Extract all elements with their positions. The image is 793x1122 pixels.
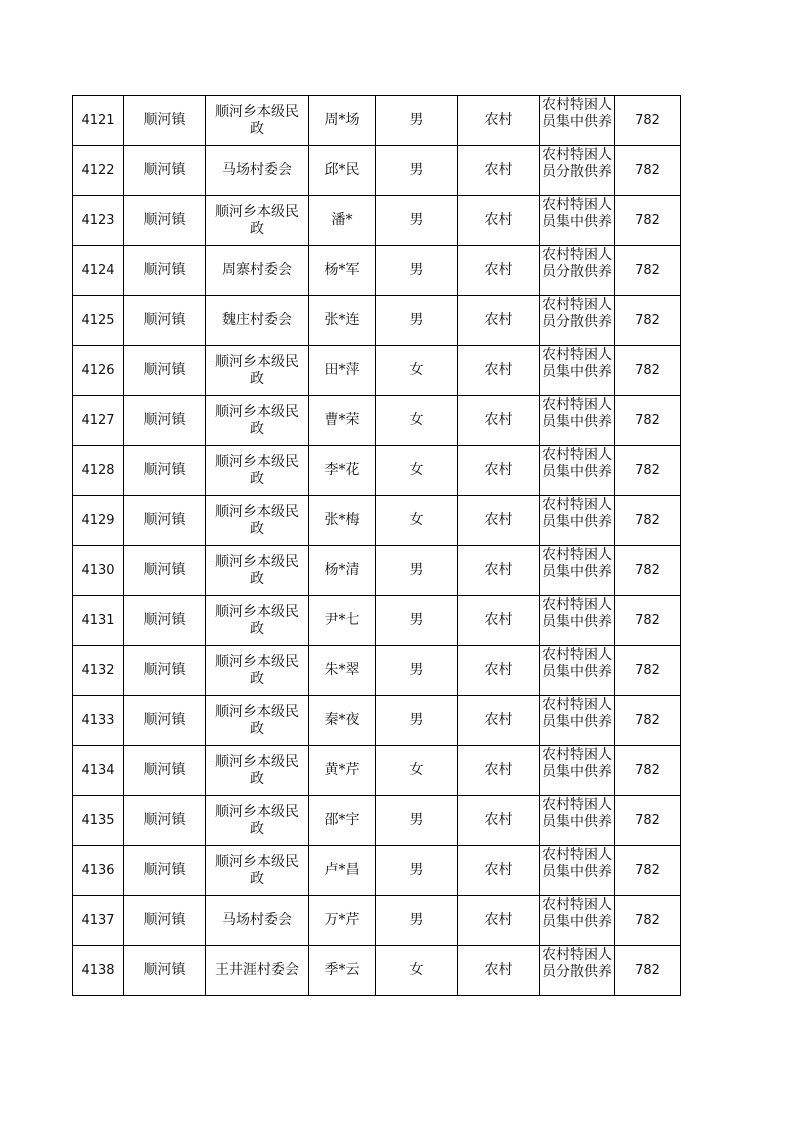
town-cell: 顺河镇	[124, 196, 206, 246]
unit-cell	[206, 96, 309, 146]
town-cell: 顺河镇	[124, 146, 206, 196]
table-row	[73, 746, 681, 796]
name-cell: 周*场	[309, 96, 376, 146]
record-id-cell: 4138	[73, 946, 124, 996]
name-cell: 邵*宇	[309, 796, 376, 846]
town-cell: 顺河镇	[124, 346, 206, 396]
unit-text: 顺河乡本级民政	[215, 353, 299, 387]
unit-text: 顺河乡本级民政	[215, 803, 299, 837]
name-cell: 卢*昌	[309, 846, 376, 896]
amount-cell: 782	[615, 646, 681, 696]
unit-cell	[206, 796, 309, 846]
support-type-cell	[540, 846, 615, 896]
gender-cell: 男	[376, 896, 458, 946]
area-cell: 农村	[458, 696, 540, 746]
unit-cell	[206, 396, 309, 446]
support-type-text: 农村特困人员分散供养	[542, 297, 612, 330]
support-type-cell	[540, 496, 615, 546]
gender-cell: 男	[376, 846, 458, 896]
amount-cell: 782	[615, 446, 681, 496]
table-row	[73, 696, 681, 746]
amount-cell: 782	[615, 396, 681, 446]
support-type-cell	[540, 896, 615, 946]
gender-cell: 男	[376, 596, 458, 646]
record-id-cell: 4129	[73, 496, 124, 546]
support-type-cell	[540, 246, 615, 296]
unit-text: 顺河乡本级民政	[215, 753, 299, 787]
record-id-cell: 4126	[73, 346, 124, 396]
name-cell: 曹*荣	[309, 396, 376, 446]
area-cell: 农村	[458, 96, 540, 146]
support-type-cell	[540, 746, 615, 796]
amount-cell: 782	[615, 896, 681, 946]
town-cell: 顺河镇	[124, 446, 206, 496]
area-cell: 农村	[458, 496, 540, 546]
support-type-cell	[540, 546, 615, 596]
area-cell: 农村	[458, 846, 540, 896]
name-cell: 万*芹	[309, 896, 376, 946]
support-type-cell	[540, 396, 615, 446]
unit-cell	[206, 896, 309, 946]
table-body	[73, 96, 681, 996]
area-cell: 农村	[458, 146, 540, 196]
table-row	[73, 196, 681, 246]
gender-cell: 女	[376, 746, 458, 796]
record-id-cell: 4131	[73, 596, 124, 646]
gender-cell: 女	[376, 346, 458, 396]
support-type-text: 农村特困人员集中供养	[542, 647, 612, 680]
support-type-text: 农村特困人员集中供养	[542, 397, 612, 430]
amount-cell: 782	[615, 696, 681, 746]
unit-text: 顺河乡本级民政	[215, 603, 299, 637]
table-row	[73, 846, 681, 896]
gender-cell: 女	[376, 446, 458, 496]
support-type-text: 农村特困人员分散供养	[542, 947, 612, 980]
gender-cell: 男	[376, 646, 458, 696]
area-cell: 农村	[458, 796, 540, 846]
name-cell: 田*萍	[309, 346, 376, 396]
town-cell: 顺河镇	[124, 896, 206, 946]
table-row	[73, 896, 681, 946]
support-type-cell	[540, 596, 615, 646]
data-table-container	[72, 95, 681, 996]
unit-text: 王井涯村委会	[215, 962, 299, 978]
table-row	[73, 146, 681, 196]
name-cell: 季*云	[309, 946, 376, 996]
unit-cell	[206, 746, 309, 796]
unit-cell	[206, 346, 309, 396]
support-type-cell	[540, 796, 615, 846]
unit-cell	[206, 596, 309, 646]
town-cell: 顺河镇	[124, 946, 206, 996]
support-type-text: 农村特困人员集中供养	[542, 797, 612, 830]
support-type-cell	[540, 196, 615, 246]
unit-text: 顺河乡本级民政	[215, 453, 299, 487]
record-id-cell: 4125	[73, 296, 124, 346]
amount-cell: 782	[615, 146, 681, 196]
unit-cell	[206, 146, 309, 196]
town-cell: 顺河镇	[124, 696, 206, 746]
support-type-text: 农村特困人员集中供养	[542, 497, 612, 530]
name-cell: 潘*	[309, 196, 376, 246]
name-cell: 张*连	[309, 296, 376, 346]
support-type-cell	[540, 96, 615, 146]
table-row	[73, 946, 681, 996]
gender-cell: 女	[376, 496, 458, 546]
table-row	[73, 796, 681, 846]
table-row	[73, 296, 681, 346]
town-cell: 顺河镇	[124, 746, 206, 796]
unit-text: 顺河乡本级民政	[215, 203, 299, 237]
unit-text: 顺河乡本级民政	[215, 703, 299, 737]
support-type-text: 农村特困人员集中供养	[542, 747, 612, 780]
support-type-text: 农村特困人员集中供养	[542, 347, 612, 380]
table-row	[73, 646, 681, 696]
relief-recipients-table	[72, 95, 681, 996]
support-type-text: 农村特困人员集中供养	[542, 447, 612, 480]
town-cell: 顺河镇	[124, 396, 206, 446]
name-cell: 邱*民	[309, 146, 376, 196]
area-cell: 农村	[458, 546, 540, 596]
gender-cell: 女	[376, 396, 458, 446]
amount-cell: 782	[615, 96, 681, 146]
support-type-text: 农村特困人员集中供养	[542, 197, 612, 230]
name-cell: 杨*军	[309, 246, 376, 296]
unit-text: 顺河乡本级民政	[215, 403, 299, 437]
area-cell: 农村	[458, 896, 540, 946]
town-cell: 顺河镇	[124, 496, 206, 546]
support-type-text: 农村特困人员集中供养	[542, 847, 612, 880]
area-cell: 农村	[458, 296, 540, 346]
unit-text: 顺河乡本级民政	[215, 853, 299, 887]
unit-cell	[206, 246, 309, 296]
record-id-cell: 4132	[73, 646, 124, 696]
table-row	[73, 546, 681, 596]
gender-cell: 男	[376, 246, 458, 296]
record-id-cell: 4133	[73, 696, 124, 746]
area-cell: 农村	[458, 646, 540, 696]
unit-text: 马场村委会	[222, 912, 292, 928]
amount-cell: 782	[615, 546, 681, 596]
support-type-text: 农村特困人员分散供养	[542, 147, 612, 180]
town-cell: 顺河镇	[124, 546, 206, 596]
town-cell: 顺河镇	[124, 646, 206, 696]
unit-cell	[206, 646, 309, 696]
unit-cell	[206, 446, 309, 496]
support-type-cell	[540, 296, 615, 346]
record-id-cell: 4135	[73, 796, 124, 846]
unit-text: 顺河乡本级民政	[215, 503, 299, 537]
amount-cell: 782	[615, 846, 681, 896]
unit-text: 顺河乡本级民政	[215, 653, 299, 687]
gender-cell: 男	[376, 146, 458, 196]
table-row	[73, 346, 681, 396]
unit-cell	[206, 496, 309, 546]
area-cell: 农村	[458, 396, 540, 446]
unit-cell	[206, 946, 309, 996]
unit-cell	[206, 846, 309, 896]
record-id-cell: 4122	[73, 146, 124, 196]
table-row	[73, 246, 681, 296]
name-cell: 杨*清	[309, 546, 376, 596]
gender-cell: 男	[376, 296, 458, 346]
support-type-cell	[540, 696, 615, 746]
record-id-cell: 4130	[73, 546, 124, 596]
record-id-cell: 4136	[73, 846, 124, 896]
unit-text: 马场村委会	[222, 162, 292, 178]
support-type-text: 农村特困人员集中供养	[542, 897, 612, 930]
record-id-cell: 4128	[73, 446, 124, 496]
support-type-text: 农村特困人员集中供养	[542, 697, 612, 730]
unit-text: 周寨村委会	[222, 262, 292, 278]
record-id-cell: 4124	[73, 246, 124, 296]
support-type-cell	[540, 446, 615, 496]
record-id-cell: 4134	[73, 746, 124, 796]
amount-cell: 782	[615, 596, 681, 646]
unit-text: 魏庄村委会	[222, 312, 292, 328]
area-cell: 农村	[458, 246, 540, 296]
unit-text: 顺河乡本级民政	[215, 103, 299, 137]
support-type-cell	[540, 146, 615, 196]
support-type-text: 农村特困人员集中供养	[542, 597, 612, 630]
name-cell: 尹*七	[309, 596, 376, 646]
record-id-cell: 4123	[73, 196, 124, 246]
support-type-text: 农村特困人员分散供养	[542, 247, 612, 280]
amount-cell: 782	[615, 296, 681, 346]
amount-cell: 782	[615, 796, 681, 846]
support-type-cell	[540, 946, 615, 996]
support-type-text: 农村特困人员集中供养	[542, 547, 612, 580]
name-cell: 黄*芹	[309, 746, 376, 796]
amount-cell: 782	[615, 346, 681, 396]
record-id-cell: 4137	[73, 896, 124, 946]
town-cell: 顺河镇	[124, 596, 206, 646]
unit-cell	[206, 546, 309, 596]
unit-cell	[206, 196, 309, 246]
area-cell: 农村	[458, 346, 540, 396]
name-cell: 朱*翠	[309, 646, 376, 696]
gender-cell: 女	[376, 946, 458, 996]
support-type-text: 农村特困人员集中供养	[542, 97, 612, 130]
unit-text: 顺河乡本级民政	[215, 553, 299, 587]
table-row	[73, 396, 681, 446]
area-cell: 农村	[458, 196, 540, 246]
table-row	[73, 446, 681, 496]
area-cell: 农村	[458, 946, 540, 996]
amount-cell: 782	[615, 196, 681, 246]
table-row	[73, 496, 681, 546]
gender-cell: 男	[376, 546, 458, 596]
amount-cell: 782	[615, 746, 681, 796]
support-type-cell	[540, 646, 615, 696]
support-type-cell	[540, 346, 615, 396]
table-row	[73, 96, 681, 146]
amount-cell: 782	[615, 496, 681, 546]
town-cell: 顺河镇	[124, 96, 206, 146]
gender-cell: 男	[376, 196, 458, 246]
town-cell: 顺河镇	[124, 246, 206, 296]
table-row	[73, 596, 681, 646]
record-id-cell: 4127	[73, 396, 124, 446]
unit-cell	[206, 696, 309, 746]
unit-cell	[206, 296, 309, 346]
area-cell: 农村	[458, 746, 540, 796]
amount-cell: 782	[615, 246, 681, 296]
area-cell: 农村	[458, 446, 540, 496]
record-id-cell: 4121	[73, 96, 124, 146]
gender-cell: 男	[376, 696, 458, 746]
name-cell: 李*花	[309, 446, 376, 496]
name-cell: 张*梅	[309, 496, 376, 546]
town-cell: 顺河镇	[124, 796, 206, 846]
gender-cell: 男	[376, 796, 458, 846]
name-cell: 秦*夜	[309, 696, 376, 746]
area-cell: 农村	[458, 596, 540, 646]
amount-cell: 782	[615, 946, 681, 996]
town-cell: 顺河镇	[124, 296, 206, 346]
gender-cell: 男	[376, 96, 458, 146]
town-cell: 顺河镇	[124, 846, 206, 896]
